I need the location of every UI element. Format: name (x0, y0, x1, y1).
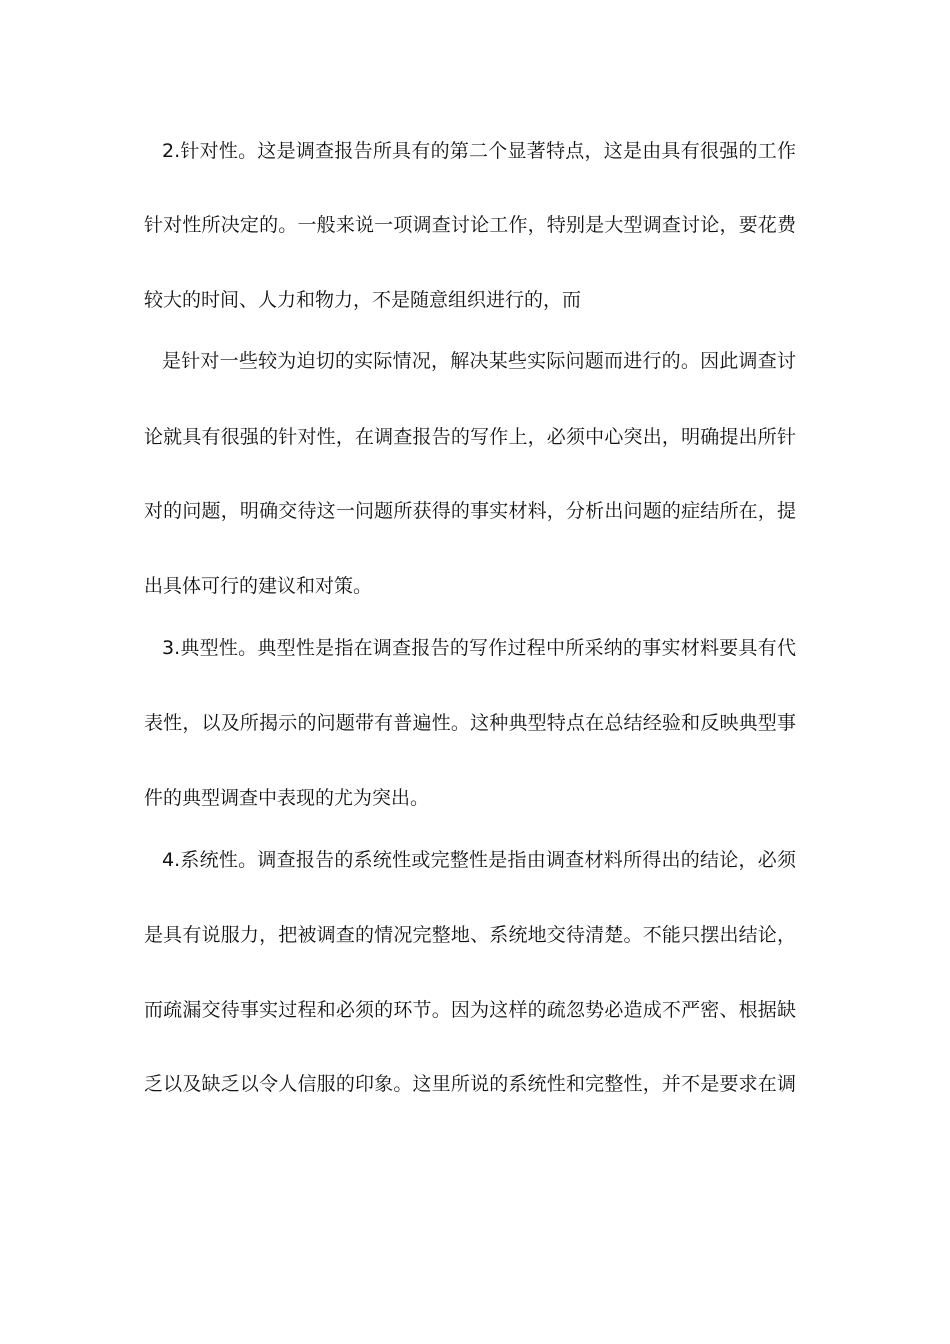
text-line: 较大的时间、人力和物力，不是随意组织进行的，而 (144, 289, 582, 311)
text-line: 而疏漏交待事实过程和必须的环节。因为这样的疏忽势必造成不严密、根据缺 (144, 999, 796, 1021)
text-line: 3.典型性。典型性是指在调查报告的写作过程中所采纳的事实材料要具有代 (162, 637, 796, 659)
text-line: 件的典型调查中表现的尤为突出。 (144, 787, 430, 809)
text-line: 2.针对性。这是调查报告所具有的第二个显著特点，这是由具有很强的工作 (162, 140, 796, 162)
text-line: 是针对一些较为迫切的实际情况，解决某些实际问题而进行的。因此调查讨 (162, 350, 796, 372)
text-line: 4.系统性。调查报告的系统性或完整性是指由调查材料所得出的结论，必须 (162, 849, 796, 871)
text-line: 表性，以及所揭示的问题带有普遍性。这种典型特点在总结经验和反映典型事 (144, 712, 796, 734)
text-line: 出具体可行的建议和对策。 (144, 575, 373, 597)
text-line: 乏以及缺乏以令人信服的印象。这里所说的系统性和完整性，并不是要求在调 (144, 1073, 796, 1095)
text-line: 针对性所决定的。一般来说一项调查讨论工作，特别是大型调查讨论，要花费 (144, 214, 796, 236)
text-line: 是具有说服力，把被调查的情况完整地、系统地交待清楚。不能只摆出结论， (144, 924, 796, 946)
text-line: 论就具有很强的针对性，在调查报告的写作上，必须中心突出，明确提出所针 (144, 426, 796, 448)
text-line: 对的问题，明确交待这一问题所获得的事实材料，分析出问题的症结所在，提 (144, 500, 796, 522)
